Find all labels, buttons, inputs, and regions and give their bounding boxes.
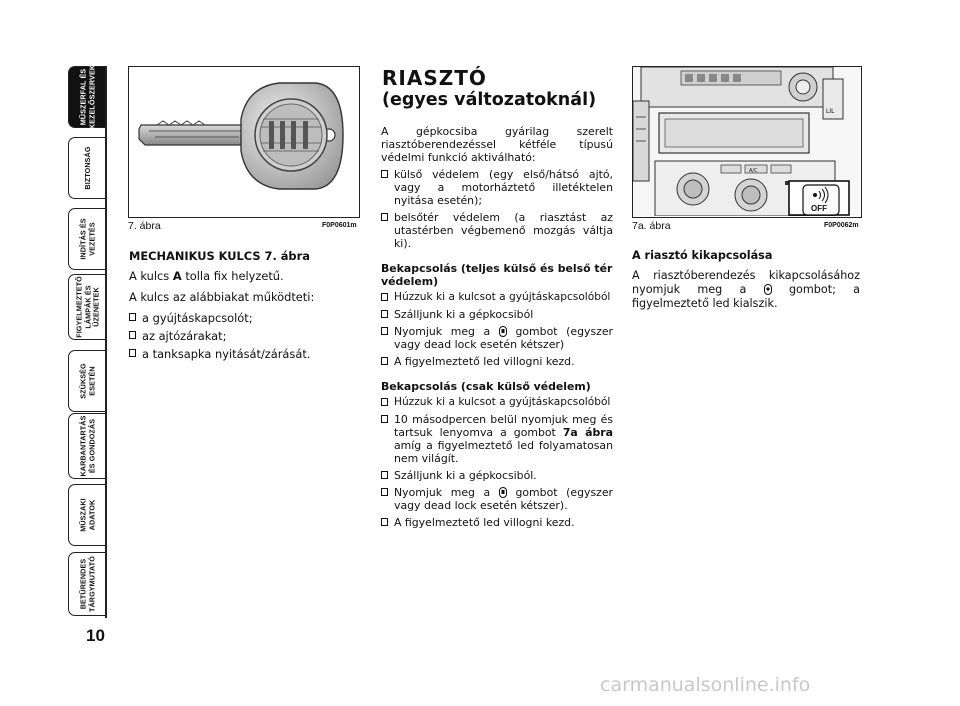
remote-lock-icon [499,326,507,337]
tab-label: KARBANTARTÁS ÉS GONDOZÁS [78,415,96,477]
list-item: belsőtér védelem (a riasztást az utastérben végbemenő mozgás váltja ki). [381,211,613,250]
list-item: Húzzuk ki a kulcsot a gyújtáskapcsolóból [381,291,613,304]
text: Nyomjuk meg a [394,325,491,338]
alarm-off-text [632,269,860,311]
list-item [381,325,613,351]
figure-7-code: F0P0601m [322,222,357,229]
figure-7-caption: 7. ábra [128,220,161,232]
activation-full-heading: Bekapcsolás (teljes külső és belső tér védelem) [381,262,613,288]
text: tolla fix helyzetű. [181,269,284,283]
list-item: a gyújtáskapcsolót; [129,311,361,325]
key-blade-text [129,269,361,283]
text: gombot (egyszer vagy dead lock esetén kétszer). [394,486,614,512]
tab-inditas[interactable] [68,208,106,270]
tab-label: BETŰRENDES TÁRGYMUTATÓ [78,556,96,612]
list-item: Szálljunk ki a gépkocsiból. [381,469,613,482]
right-column [632,249,860,318]
tab-biztonsag[interactable] [68,137,106,199]
activation-external-heading: Bekapcsolás (csak külső védelem) [381,380,591,393]
panel-mark-lil: LIL [826,108,835,115]
list-item: A figyelmeztető led villogni kezd. [381,355,613,368]
section-title: RIASZTÓ [382,66,487,90]
middle-column [381,125,613,533]
list-item [381,486,613,512]
figure-7a-code: F0P0062m [824,222,859,229]
tab-label: BIZTONSÁG [82,146,92,190]
text: Nyomjuk meg a [394,486,491,499]
page-number: 10 [86,626,105,645]
text: gombot (egyszer vagy dead lock esetén kétszer) [394,325,614,351]
list-item: az ajtózárakat; [129,329,361,343]
tab-szukseg[interactable] [68,350,106,412]
figure-7-key [128,66,360,218]
alarm-intro: A gépkocsiba gyárilag szerelt riasztóberendezéssel kétféle típusú védelmi funkció aktiválható: [381,125,613,164]
tab-label: INDÍTÁS ÉS VEZETÉS [78,218,96,260]
panel-mark-ac: A/C [749,168,758,174]
key-illustration [129,67,358,216]
text: 10 másodpercen belül nyomjuk meg és tartsuk lenyomva a gombot [394,413,613,439]
remote-lock-icon [499,487,507,498]
tab-label: SZÜKSÉG ESETÉN [78,363,96,399]
remote-unlock-icon [764,284,772,295]
figure-7a-caption: 7a. ábra [632,220,671,232]
figure-7a-dashboard [632,66,862,218]
section-subtitle: (egyes változatoknál) [382,90,597,110]
key-letter: A [172,269,182,283]
tab-karbantartas[interactable] [68,413,106,479]
watermark: carmanualsonline.info [600,674,811,696]
tab-strip-edge [105,66,107,618]
tab-figyelmezteto[interactable] [68,274,106,340]
list-item: Húzzuk ki a kulcsot a gyújtáskapcsolóból [381,396,613,409]
tab-betrendes[interactable] [68,552,106,616]
text: A kulcs [129,269,173,283]
tab-muszaki[interactable] [68,484,106,546]
alarm-off-label: OFF [811,204,827,213]
text: gombot; a figyelmeztető led kialszik. [632,283,861,310]
list-item: Szálljunk ki a gépkocsiból [381,308,613,321]
list-item: a tanksapka nyitását/zárását. [129,347,361,361]
tab-muszerfal[interactable] [68,66,106,128]
text: A riasztóberendezés kikapcsolásához nyomjuk meg a [632,269,860,296]
alarm-off-heading: A riasztó kikapcsolása [632,249,773,262]
mechanical-key-heading: MECHANIKUS KULCS 7. ábra [129,249,310,263]
key-operates-text: A kulcs az alábbiakat működteti: [129,290,315,304]
figure-ref: 7a ábra [562,426,613,439]
list-item: külső védelem (egy első/hátsó ajtó, vagy a motorháztető illetéktelen nyitása esetén); [381,168,613,207]
list-item: A figyelmeztető led villogni kezd. [381,516,613,529]
text: amíg a figyelmeztető led folyamatosan nem világít. [394,439,613,465]
dashboard-illustration [633,67,860,216]
tab-label: MŰSZAKI ADATOK [78,498,96,532]
list-item [381,413,613,465]
left-column [129,249,361,365]
tab-label: MŰSZERFAL ÉS KEZELŐSZERVEK [78,64,96,130]
tab-label: FIGYELMEZTETŐ LÁMPÁK ÉS ÜZENETEK [73,276,100,338]
